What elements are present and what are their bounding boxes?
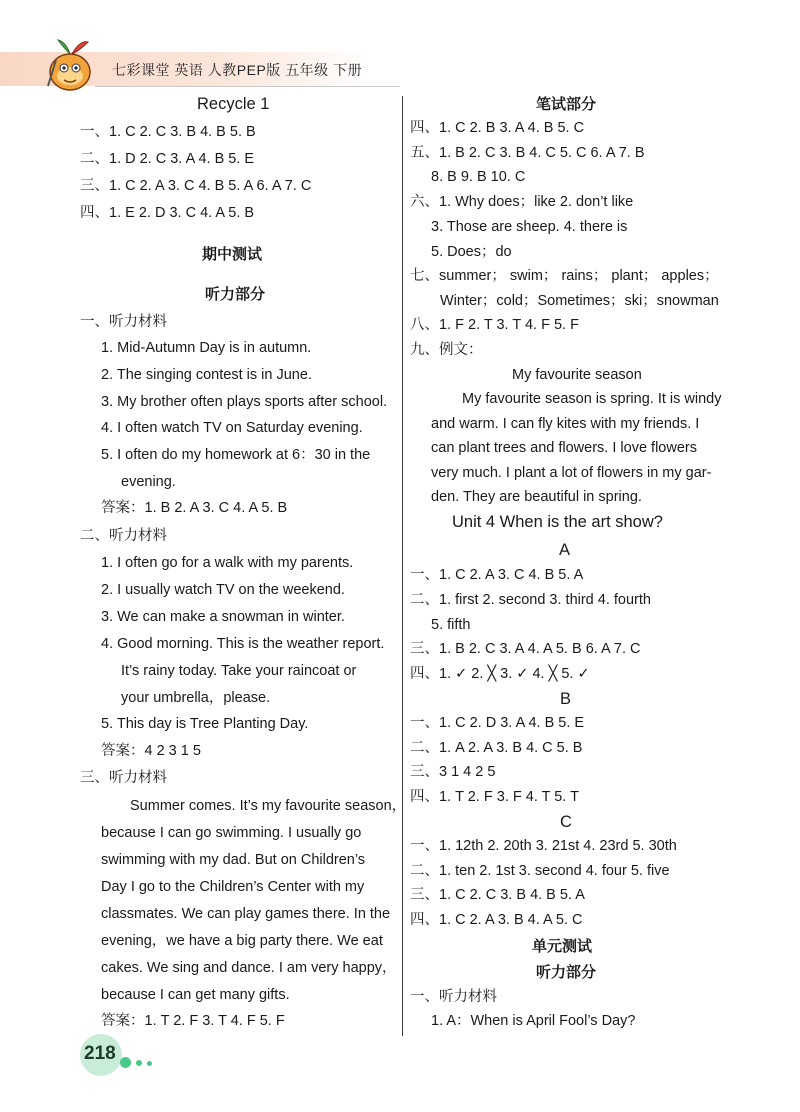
answer-line: 3. Those are sheep. 4. there is — [431, 219, 628, 235]
transcript-line: 4. I often watch TV on Saturday evening. — [101, 420, 363, 436]
subsection-heading: 听力部分 — [536, 963, 597, 981]
decor-dot — [136, 1060, 142, 1066]
answer-line: 二、1. D 2. C 3. A 4. B 5. E — [80, 151, 255, 167]
essay-line: den. They are beautiful in spring. — [431, 489, 642, 505]
essay-line: can plant trees and flowers. I love flowers — [431, 440, 697, 456]
answer-line: 八、1. F 2. T 3. T 4. F 5. F — [410, 317, 579, 333]
transcript-line: evening. — [121, 474, 176, 490]
transcript-line: 1. A：When is April Fool’s Day? — [431, 1013, 636, 1029]
transcript-line: 2. I usually watch TV on the weekend. — [101, 582, 345, 598]
answer-line: 一、1. C 2. A 3. C 4. B 5. A — [410, 567, 584, 583]
transcript-line: because I can get many gifts. — [101, 987, 290, 1003]
essay-title: My favourite season — [512, 367, 642, 383]
transcript-line: 3. My brother often plays sports after school. — [101, 394, 388, 410]
answer-line: 答案：4 2 3 1 5 — [101, 743, 201, 759]
decor-dot — [120, 1057, 131, 1068]
question-heading: 二、听力材料 — [80, 528, 167, 544]
answer-line: 四、1. E 2. D 3. C 4. A 5. B — [80, 205, 255, 221]
answer-line: 七、summer； swim； rains； plant； apples； — [410, 268, 719, 284]
transcript-line: 5. This day is Tree Planting Day. — [101, 716, 309, 732]
transcript-line: 3. We can make a snowman in winter. — [101, 609, 345, 625]
answer-line: Winter；cold；Sometimes；ski；snowman — [440, 293, 719, 309]
mascot-icon — [40, 36, 100, 92]
answer-line: 一、1. C 2. D 3. A 4. B 5. E — [410, 715, 585, 731]
transcript-line: Summer comes. It’s my favourite season， — [130, 798, 407, 814]
answer-line: 三、1. B 2. C 3. A 4. A 5. B 6. A 7. C — [410, 641, 641, 657]
essay-line: very much. I plant a lot of flowers in my gar- — [431, 465, 712, 481]
transcript-line: 1. I often go for a walk with my parents. — [101, 555, 354, 571]
answer-line: 五、1. B 2. C 3. B 4. C 5. C 6. A 7. B — [410, 145, 645, 161]
transcript-line: It’s rainy today. Take your raincoat or — [121, 663, 357, 679]
transcript-line: cakes. We sing and dance. I am very happy， — [101, 960, 397, 976]
question-heading: 三、听力材料 — [80, 770, 167, 786]
essay-line: My favourite season is spring. It is windy — [462, 391, 722, 407]
answer-line: 5. fifth — [431, 617, 471, 633]
unit-title: Unit 4 When is the art show? — [452, 513, 663, 531]
header-rule — [95, 86, 400, 87]
part-label: B — [560, 690, 572, 708]
answer-line: 答案：1. T 2. F 3. T 4. F 5. F — [101, 1013, 285, 1029]
transcript-line: 2. The singing contest is in June. — [101, 367, 312, 383]
answer-line: 四、1. T 2. F 3. F 4. T 5. T — [410, 789, 579, 805]
decor-dot — [147, 1061, 152, 1066]
transcript-line: 1. Mid-Autumn Day is in autumn. — [101, 340, 312, 356]
section-title-unit-test: 单元测试 — [532, 937, 593, 955]
transcript-line: Day I go to the Children’s Center with my — [101, 879, 365, 895]
transcript-line: 4. Good morning. This is the weather report. — [101, 636, 385, 652]
answer-line: 5. Does；do — [431, 244, 512, 260]
page-number: 218 — [84, 1043, 116, 1064]
answer-line: 二、1. A 2. A 3. B 4. C 5. B — [410, 740, 583, 756]
transcript-line: 5. I often do my homework at 6：30 in the — [101, 447, 371, 463]
section-title-recycle-1: Recycle 1 — [197, 95, 270, 113]
transcript-line: evening，we have a big party there. We eat — [101, 933, 383, 949]
transcript-line: swimming with my dad. But on Children’s — [101, 852, 366, 868]
transcript-line: because I can go swimming. I usually go — [101, 825, 362, 841]
answer-line: 二、1. first 2. second 3. third 4. fourth — [410, 592, 651, 608]
answer-line: 四、1. C 2. B 3. A 4. B 5. C — [410, 120, 585, 136]
answer-line: 三、3 1 4 2 5 — [410, 764, 496, 780]
part-label: C — [560, 813, 572, 831]
answer-line: 一、1. C 2. C 3. B 4. B 5. B — [80, 124, 256, 140]
answer-line: 三、1. C 2. C 3. B 4. B 5. A — [410, 887, 585, 903]
answer-line: 四、1. C 2. A 3. B 4. A 5. C — [410, 912, 583, 928]
part-label: A — [559, 541, 571, 559]
question-heading: 一、听力材料 — [80, 314, 167, 330]
answer-line: 答案：1. B 2. A 3. C 4. A 5. B — [101, 500, 288, 516]
question-heading: 九、例文： — [410, 342, 483, 358]
transcript-line: your umbrella，please. — [121, 690, 271, 706]
subsection-heading: 笔试部分 — [536, 95, 597, 113]
column-divider — [402, 96, 403, 1036]
essay-line: and warm. I can fly kites with my friends. I — [431, 416, 700, 432]
subsection-heading: 听力部分 — [205, 285, 266, 303]
answer-line: 三、1. C 2. A 3. C 4. B 5. A 6. A 7. C — [80, 178, 312, 194]
answer-line: 六、1. Why does；like 2. don’t like — [410, 194, 634, 210]
answer-line: 四、1. ✓ 2. ╳ 3. ✓ 4. ╳ 5. ✓ — [410, 666, 590, 682]
answer-line: 8. B 9. B 10. C — [431, 169, 526, 185]
question-heading: 一、听力材料 — [410, 989, 497, 1005]
book-title: 七彩课堂 英语 人教PEP版 五年级 下册 — [112, 62, 363, 78]
transcript-line: classmates. We can play games there. In the — [101, 906, 391, 922]
answer-line: 一、1. 12th 2. 20th 3. 21st 4. 23rd 5. 30th — [410, 838, 677, 854]
answer-line: 二、1. ten 2. 1st 3. second 4. four 5. five — [410, 863, 670, 879]
section-title-midterm: 期中测试 — [202, 245, 263, 263]
